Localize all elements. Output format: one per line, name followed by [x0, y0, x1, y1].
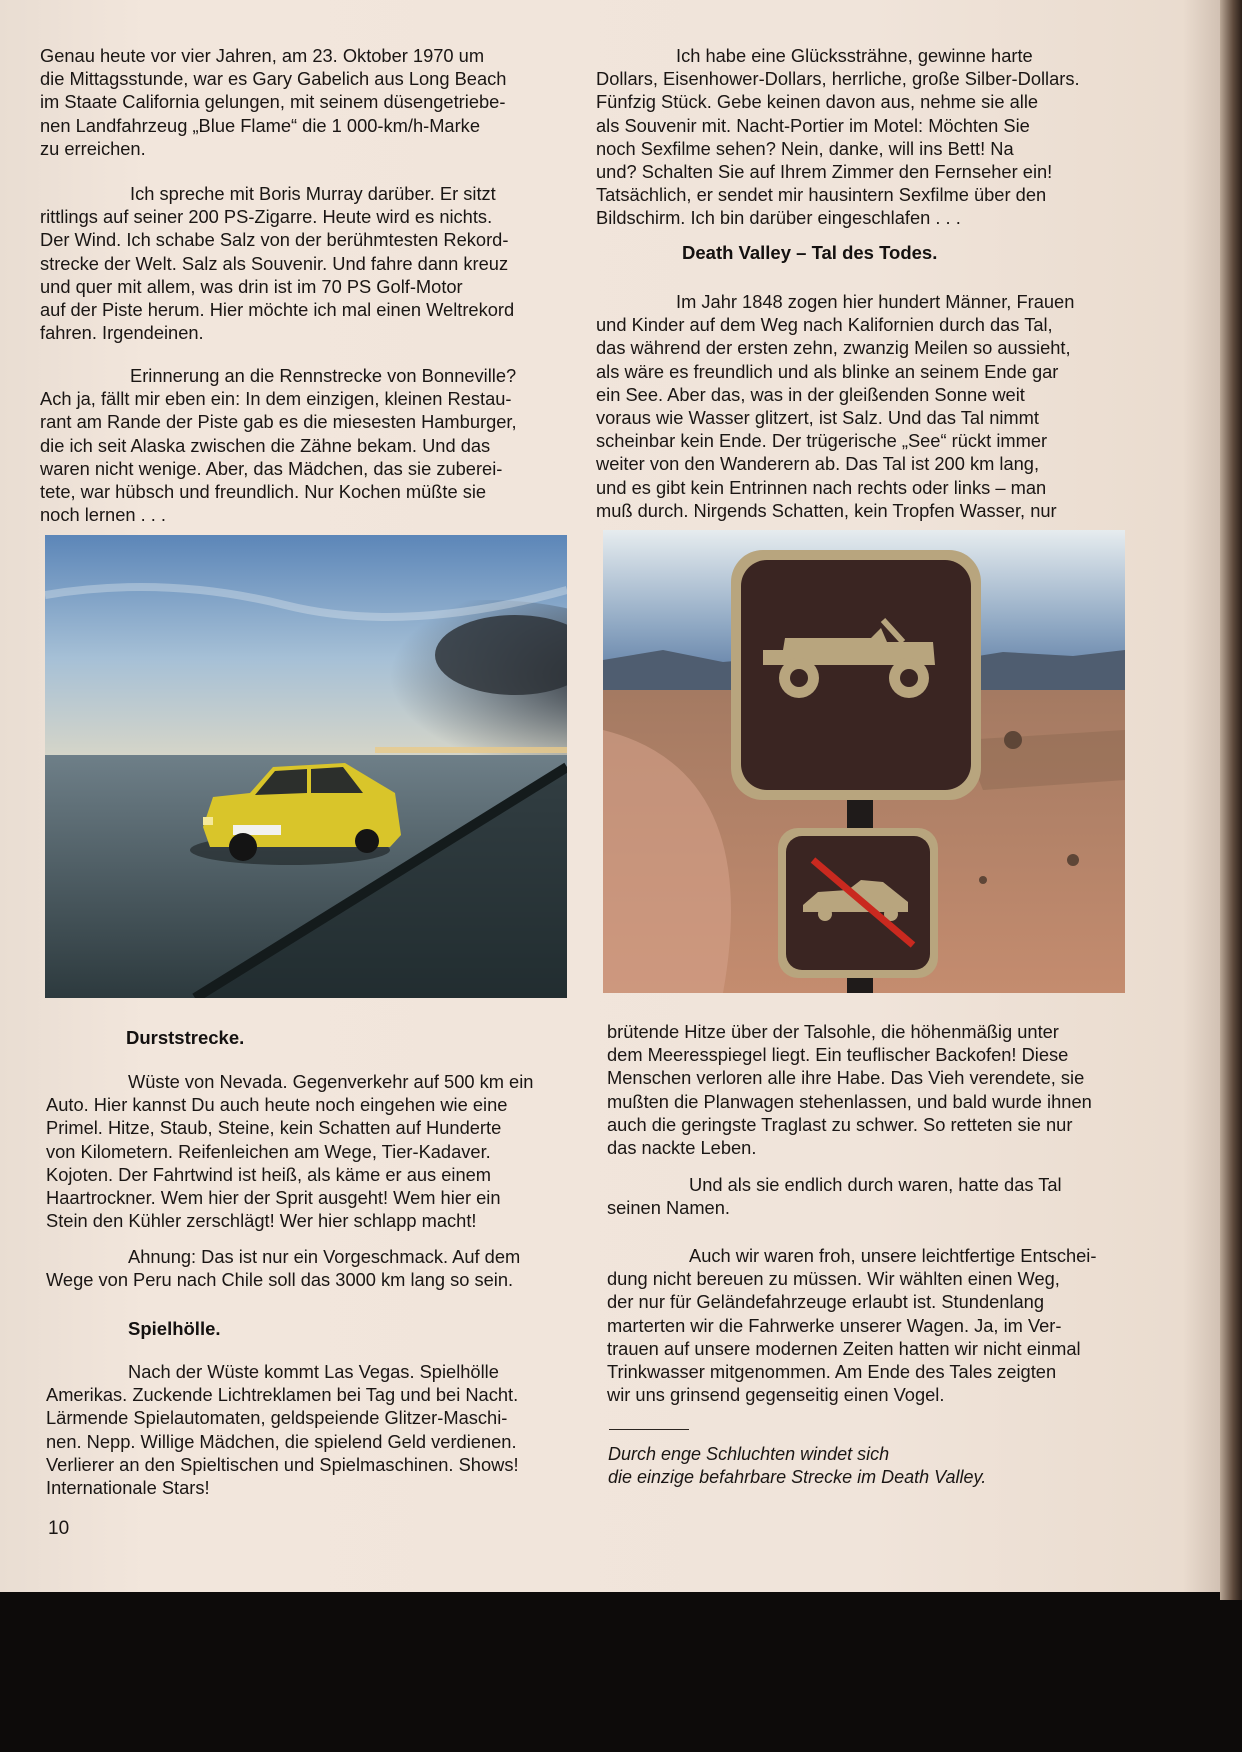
- left-paragraph-3: Erinnerung an die Rennstrecke von Bonneville? Ach ja, fällt mir eben ein: In dem einzigen, kleinen Restau- rant am Rande der Piste gab es die miesesten Hamburger, die ich seit Alaska zwischen die Zähne bekam. Und das waren nicht wenige. Aber, das Mädchen, das sie zuberei- tete, war hübsch und freundlich. Nur Kochen müßte sie noch lernen . . .: [40, 365, 517, 526]
- heading-durststrecke: Durststrecke.: [126, 1027, 245, 1048]
- photo-car-salt-flats: [45, 535, 567, 998]
- right-paragraph-2: Im Jahr 1848 zogen hier hundert Männer, Frauen und Kinder auf dem Weg nach Kalifornien durch das Tal, das während der ersten zehn, zwanzig Meilen so aussieht, als wäre es freundlich und als blinke an seinem Ende gar ein See. Aber das, was in der gleißenden Sonne weit voraus wie Wasser glitzert, ist Salz. Und das Tal nimmt scheinbar kein Ende. Der trügerische „See“ rückt immer weiter von den Wanderern ab. Das Tal ist 200 km lang, und es gibt kein Entrinnen nach rechts oder links – man muß durch. Nirgends Schatten, kein Tropfen Wasser, nur: [596, 291, 1075, 521]
- photo-caption: Durch enge Schluchten windet sich die einzige befahrbare Strecke im Death Valley.: [608, 1444, 987, 1487]
- left-paragraph-6: Nach der Wüste kommt Las Vegas. Spielhölle Amerikas. Zuckende Lichtreklamen bei Tag und bei Nacht. Lärmende Spielautomaten, geldspeiende Glitzer-Maschi- nen. Nepp. Willige Mädchen, die spielend Geld verdienen. Verlierer an den Spieltischen und Spielmaschinen. Shows! Internationale Stars!: [46, 1361, 519, 1499]
- left-paragraph-4: Wüste von Nevada. Gegenverkehr auf 500 km ein Auto. Hier kannst Du auch heute noch eingehen wie eine Primel. Hitze, Staub, Steine, kein Schatten auf Hunderte von Kilometern. Reifenleichen am Wege, Tier-Kadaver. Kojoten. Der Fahrtwind ist heiß, als käme er aus einem Haartrockner. Wem hier der Sprit ausgeht! Wem hier ein Stein den Kühler zerschlägt! Wer hier schlapp macht!: [46, 1071, 534, 1232]
- heading-death-valley: Death Valley – Tal des Todes.: [682, 242, 938, 263]
- left-paragraph-1: Genau heute vor vier Jahren, am 23. Oktober 1970 um die Mittagsstunde, war es Gary Gabelich aus Long Beach im Staate California gelungen, mit seinem düsengetriebe- nen Landfahrzeug „Blue Flame“ die 1 000-km/h-Marke zu erreichen.: [40, 45, 507, 159]
- heading-spielhoelle: Spielhölle.: [128, 1318, 221, 1339]
- jeep-sign: [731, 550, 981, 800]
- right-paragraph-4: Und als sie endlich durch waren, hatte das Tal seinen Namen.: [607, 1174, 1062, 1219]
- left-paragraph-2: Ich spreche mit Boris Murray darüber. Er sitzt rittlings auf seiner 200 PS-Zigarre. Heute wird es nichts. Der Wind. Ich schabe Salz von der berühmtesten Rekord- strecke der Welt. Salz als Souvenir. Und fahre dann kreuz und quer mit allem, was drin ist im 70 PS Golf-Motor auf der Piste herum. Hier möchte ich mal einen Weltrekord fahren. Irgendeinen.: [40, 183, 515, 344]
- right-paragraph-3: brütende Hitze über der Talsohle, die höhenmäßig unter dem Meeresspiegel liegt. Ein teuflischer Backofen! Diese Menschen verloren alle ihre Habe. Das Vieh verendete, sie mußten die Planwagen stehenlassen, und bald wurde ihnen auch die geringste Traglast zu schwer. So retteten sie nur das nackte Leben.: [607, 1021, 1092, 1159]
- left-paragraph-5: Ahnung: Das ist nur ein Vorgeschmack. Auf dem Wege von Peru nach Chile soll das 3000 km lang so sein.: [46, 1246, 521, 1291]
- caption-rule: [609, 1429, 689, 1430]
- no-cars-sign: [778, 828, 938, 978]
- right-paragraph-5: Auch wir waren froh, unsere leichtfertige Entschei- dung nicht bereuen zu müssen. Wir wählten einen Weg, der nur für Geländefahrzeuge erlaubt ist. Stundenlang marterten wir die Fahrwerke unserer Wagen. Ja, im Ver- trauen auf unsere modernen Zeiten hatten wir nicht einmal Trinkwasser mitgenommen. Am Ende des Tales zeigten wir uns grinsend gegenseitig einen Vogel.: [607, 1245, 1097, 1406]
- right-paragraph-1: Ich habe eine Glückssträhne, gewinne harte Dollars, Eisenhower-Dollars, herrliche, große Silber-Dollars. Fünfzig Stück. Gebe keinen davon aus, nehme sie alle als Souvenir mit. Nacht-Portier im Motel: Möchten Sie noch Sexfilme sehen? Nein, danke, will ins Bett! Na und? Schalten Sie auf Ihrem Zimmer den Fernseher ein! Tatsächlich, er sendet mir hausintern Sexfilme über den Bildschirm. Ich bin darüber eingeschlafen . . .: [596, 45, 1080, 229]
- page-edge-shadow: [1220, 0, 1242, 1600]
- page-number: 10: [48, 1518, 70, 1539]
- photo-jeep-sign: [603, 530, 1125, 993]
